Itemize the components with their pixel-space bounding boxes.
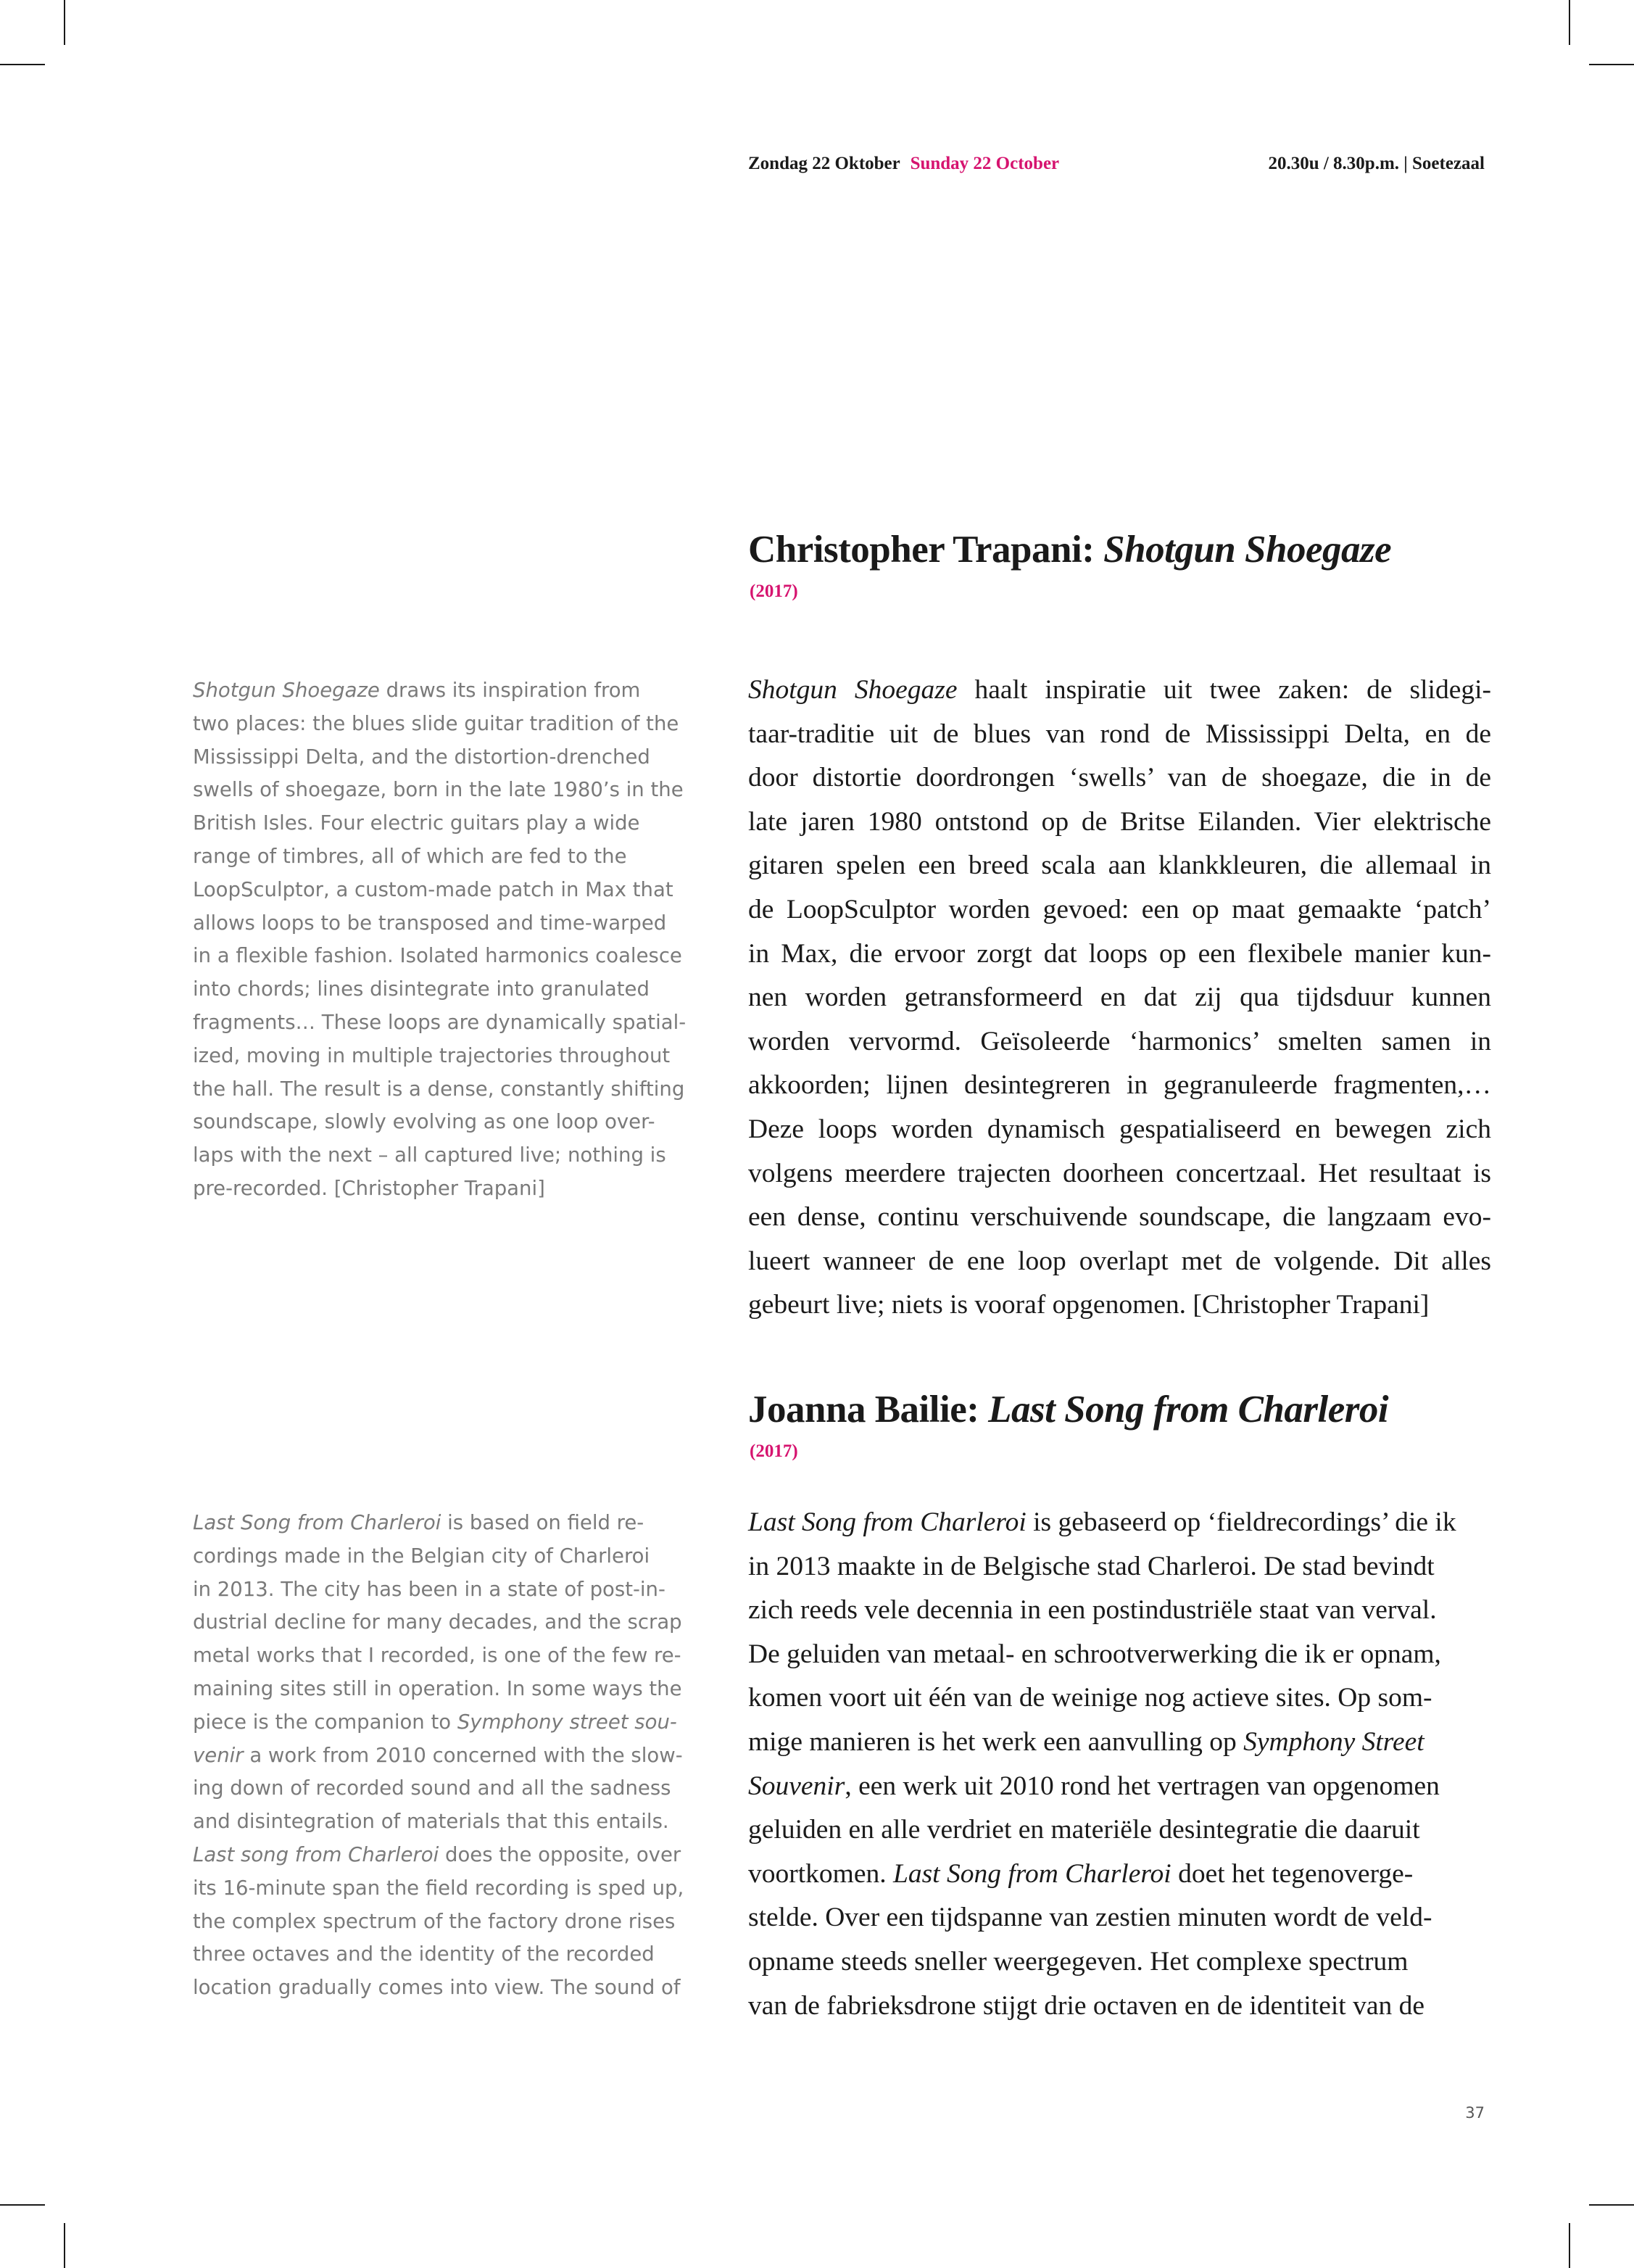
text-line — [748, 1940, 1491, 1984]
text-segment: allows loops to be transposed and time-warped — [193, 911, 667, 935]
text-segment: three octaves and the identity of the recorded — [193, 1942, 655, 1966]
text-segment: into chords; lines disintegrate into granulated — [193, 977, 650, 1001]
text-line — [193, 1739, 686, 1773]
italic-title-text: Symphony Street — [1243, 1726, 1424, 1757]
text-segment: fragments… These loops are dynamically spatial- — [193, 1010, 687, 1034]
text-line — [748, 932, 1491, 977]
crop-mark-top-right-horizontal — [1589, 64, 1634, 65]
crop-mark-top-right-vertical — [1569, 0, 1570, 45]
header-time-venue: 20.30u / 8.30p.m. | Soetezaal — [1268, 154, 1485, 173]
italic-title-text: Last Song from Charleroi — [748, 1507, 1027, 1537]
text-segment: geluiden en alle verdriet en materiële desintegratie die daaruit — [748, 1815, 1420, 1845]
header-date — [748, 154, 1059, 174]
text-segment: metal works that I recorded, is one of the few re- — [193, 1644, 681, 1668]
page-number: 37 — [1465, 2104, 1485, 2122]
italic-title-text: Symphony street sou- — [457, 1710, 677, 1734]
dutch-program-note — [748, 1501, 1491, 2028]
text-segment: een dense, continu verschuivende soundscape, die langzaam evo- — [748, 1202, 1491, 1233]
text-line — [193, 1540, 686, 1573]
composer-name: Joanna Bailie: — [748, 1388, 979, 1431]
text-segment: gitaren spelen een breed scala aan klankkleuren, die allemaal in — [748, 850, 1491, 881]
text-segment: doet het tegenoverge- — [1171, 1858, 1414, 1889]
text-segment: Mississippi Delta, and the distortion-drenched — [193, 745, 650, 769]
text-line — [748, 669, 1491, 713]
text-segment: cordings made in the Belgian city of Charleroi — [193, 1544, 650, 1568]
text-segment: volgens meerdere trajecten doorheen concertzaal. Het resultaat is — [748, 1158, 1491, 1188]
text-segment: van de fabrieksdrone stijgt drie octaven en de identiteit van de — [748, 1990, 1424, 2021]
text-line — [748, 1501, 1491, 1545]
piece-title — [748, 528, 1391, 571]
text-segment: does the opposite, over — [439, 1842, 681, 1866]
english-program-note — [193, 1507, 686, 2005]
text-line — [748, 1808, 1491, 1853]
text-segment: location gradually comes into view. The sound of — [193, 1976, 681, 2000]
crop-mark-bottom-left-vertical — [64, 2223, 65, 2268]
text-segment: door distortie doordrongen ‘swells’ van de shoegaze, die in de — [748, 763, 1491, 793]
header-date-english: Sunday 22 October — [910, 154, 1060, 173]
text-segment: De geluiden van metaal- en schrootverwerking die ik er opnam, — [748, 1639, 1441, 1669]
header-date-dutch: Zondag 22 Oktober — [748, 154, 900, 173]
text-segment: in 2013 maakte in de Belgische stad Charleroi. De stad bevindt — [748, 1551, 1435, 1581]
text-line — [748, 1633, 1491, 1677]
text-line — [193, 1573, 686, 1607]
italic-title-text: Last Song from Charleroi — [193, 1511, 441, 1534]
work-name: Last Song from Charleroi — [988, 1388, 1389, 1431]
text-line — [193, 1805, 686, 1839]
text-line — [748, 1896, 1491, 1940]
text-line — [748, 844, 1491, 888]
dutch-program-note — [748, 669, 1491, 1328]
text-line — [193, 1971, 686, 2005]
text-segment: is gebaseerd op ‘fieldrecordings’ die ik — [1026, 1507, 1456, 1537]
text-line — [748, 1152, 1491, 1196]
text-line — [193, 1706, 686, 1739]
text-segment: in a flexible fashion. Isolated harmonics coalesce — [193, 944, 682, 968]
text-line — [748, 1545, 1491, 1589]
text-segment: swells of shoegaze, born in the late 1980’s in the — [193, 778, 684, 802]
text-line — [748, 1984, 1491, 2029]
italic-title-text: Souvenir — [748, 1771, 845, 1801]
text-line — [193, 708, 686, 741]
text-segment: piece is the companion to — [193, 1710, 457, 1734]
italic-title-text: Last Song from Charleroi — [892, 1858, 1171, 1889]
text-line — [193, 907, 686, 940]
text-line — [748, 1765, 1491, 1809]
text-line — [193, 973, 686, 1006]
text-segment: its 16-minute span the field recording is sped up, — [193, 1876, 684, 1900]
text-segment: late jaren 1980 ontstond op de Britse Eilanden. Vier elektrische — [748, 806, 1491, 837]
text-segment: mige manieren is het werk een aanvulling op — [748, 1726, 1244, 1757]
text-segment: lueert wanneer de ene loop overlapt met de volgende. Dit alles — [748, 1246, 1491, 1276]
text-segment: gebeurt live; niets is vooraf opgenomen. [Christopher Trapani] — [748, 1290, 1430, 1320]
text-segment: two places: the blues slide guitar tradition of the — [193, 711, 679, 735]
text-segment: akkoorden; lijnen desintegreren in gegranuleerde fragmenten,… — [748, 1070, 1491, 1101]
text-line — [748, 713, 1491, 757]
text-line — [193, 774, 686, 807]
text-line — [193, 807, 686, 840]
text-segment: de LoopSculptor worden gevoed: een op maat gemaakte ‘patch’ — [748, 894, 1491, 924]
text-segment: nen worden getransformeerd en dat zij qua tijdsduur kunnen — [748, 982, 1491, 1013]
italic-title-text: Shotgun Shoegaze — [193, 679, 380, 702]
text-line — [748, 1064, 1491, 1108]
text-segment: is based on field re- — [441, 1511, 644, 1534]
text-segment: maining sites still in operation. In some ways the — [193, 1676, 682, 1700]
text-line — [193, 1040, 686, 1073]
work-name: Shotgun Shoegaze — [1103, 529, 1392, 571]
piece-year: (2017) — [750, 1441, 798, 1461]
text-line — [748, 1108, 1491, 1152]
text-line — [193, 1073, 686, 1106]
text-line — [748, 976, 1491, 1020]
text-segment: zich reeds vele decennia in een postindustriële staat van verval. — [748, 1595, 1437, 1626]
text-line — [748, 888, 1491, 932]
text-line — [193, 1872, 686, 1905]
text-segment: stelde. Over een tijdspanne van zestien minuten wordt de veld- — [748, 1903, 1432, 1933]
text-line — [193, 1006, 686, 1040]
italic-title-text: Last song from Charleroi — [193, 1842, 439, 1866]
text-line — [748, 1853, 1491, 1897]
text-line — [193, 1772, 686, 1805]
text-segment: and disintegration of materials that this entails. — [193, 1810, 669, 1834]
text-line — [193, 874, 686, 907]
text-line — [748, 800, 1491, 845]
text-line — [193, 1673, 686, 1706]
text-line — [193, 1172, 686, 1206]
text-line — [193, 940, 686, 973]
text-line — [748, 1676, 1491, 1721]
text-segment: taar-traditie uit de blues van rond de Mississippi Delta, en de — [748, 719, 1491, 749]
text-segment: voortkomen. — [748, 1858, 893, 1889]
text-segment: opname steeds sneller weergegeven. Het complexe spectrum — [748, 1946, 1409, 1977]
crop-mark-bottom-right-horizontal — [1589, 2204, 1634, 2206]
text-line — [193, 1106, 686, 1139]
text-segment: a work from 2010 concerned with the slow- — [243, 1743, 683, 1767]
text-line — [748, 1283, 1491, 1328]
text-segment: draws its inspiration from — [379, 679, 641, 702]
text-line — [193, 840, 686, 874]
crop-mark-top-left-horizontal — [0, 64, 45, 65]
text-segment: dustrial decline for many decades, and the scrap — [193, 1610, 682, 1634]
italic-title-text: venir — [193, 1743, 244, 1767]
crop-mark-top-left-vertical — [64, 0, 65, 45]
text-segment: the complex spectrum of the factory drone rises — [193, 1909, 676, 1933]
text-line — [193, 1139, 686, 1172]
text-line — [193, 1507, 686, 1540]
text-segment: ing down of recorded sound and all the sadness — [193, 1776, 671, 1800]
text-segment: ized, moving in multiple trajectories throughout — [193, 1043, 671, 1067]
text-segment: in Max, die ervoor zorgt dat loops op een flexibele manier kun- — [748, 938, 1491, 969]
text-segment: in 2013. The city has been in a state of post-in- — [193, 1577, 665, 1601]
text-segment: laps with the next – all captured live; nothing is — [193, 1143, 666, 1167]
text-segment: worden vervormd. Geïsoleerde ‘harmonics’ smelten samen in — [748, 1026, 1491, 1056]
text-segment: range of timbres, all of which are fed to the — [193, 844, 627, 868]
text-line — [748, 1196, 1491, 1240]
text-line — [193, 1839, 686, 1872]
text-line — [748, 1020, 1491, 1064]
text-segment: the hall. The result is a dense, constantly shifting — [193, 1077, 685, 1101]
text-segment: komen voort uit één van de weinige nog actieve sites. Op som- — [748, 1683, 1432, 1713]
text-segment: pre-recorded. [Christopher Trapani] — [193, 1176, 545, 1200]
text-line — [193, 741, 686, 774]
italic-title-text: Shotgun Shoegaze — [748, 675, 958, 705]
text-line — [748, 1721, 1491, 1765]
text-line — [193, 1905, 686, 1939]
text-segment: British Isles. Four electric guitars play a wide — [193, 811, 640, 835]
text-segment: LoopSculptor, a custom-made patch in Max that — [193, 877, 673, 901]
text-line — [748, 756, 1491, 800]
text-line — [748, 1240, 1491, 1284]
crop-mark-bottom-left-horizontal — [0, 2204, 45, 2206]
text-line — [748, 1589, 1491, 1633]
english-program-note — [193, 674, 686, 1206]
piece-year: (2017) — [750, 582, 798, 601]
text-segment: Deze loops worden dynamisch gespatialiseerd en bewegen zich — [748, 1114, 1491, 1144]
text-line — [193, 1606, 686, 1639]
crop-mark-bottom-right-vertical — [1569, 2223, 1570, 2268]
piece-title — [748, 1388, 1388, 1431]
composer-name: Christopher Trapani: — [748, 529, 1095, 571]
text-segment: haalt inspiratie uit twee zaken: de slidegi- — [957, 675, 1491, 705]
text-segment: soundscape, slowly evolving as one loop over- — [193, 1110, 655, 1134]
text-segment: , een werk uit 2010 rond het vertragen van opgenomen — [845, 1771, 1440, 1801]
text-line — [193, 1639, 686, 1673]
text-line — [193, 1938, 686, 1971]
text-line — [193, 674, 686, 708]
